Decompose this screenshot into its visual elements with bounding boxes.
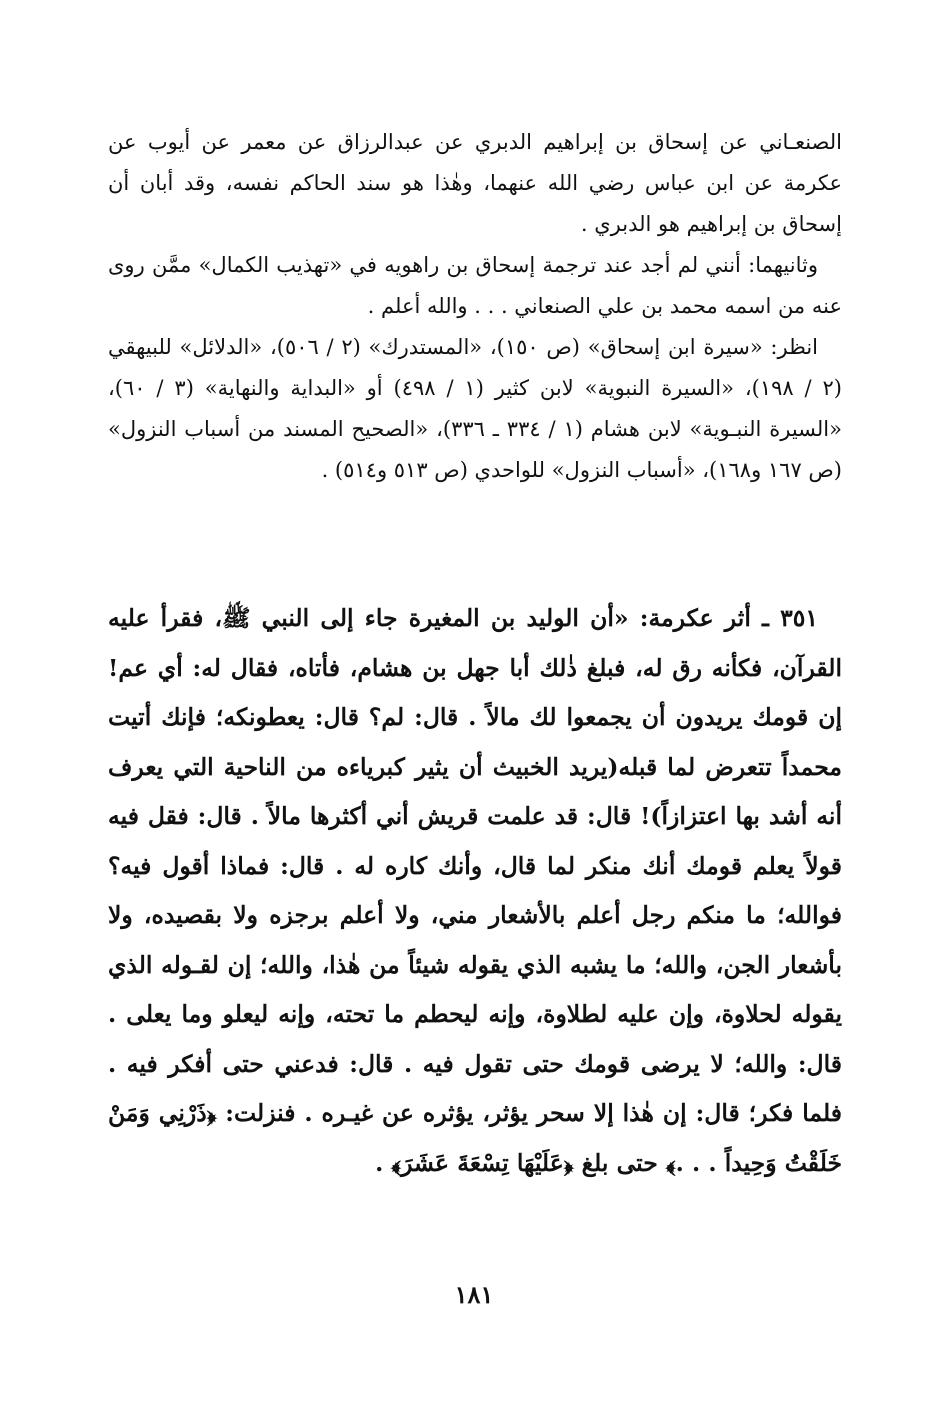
narration-351-text: ٣٥١ ـ أثر عكرمة: «أن الوليد بن المغيرة جاء إلى النبي ﷺ، فقرأ عليه القرآن، فكأنه رق له، فبلغ ذٰلك أبا جهل بن هشام، فأتاه، فقال له: أي عم! إن قومك يريدون أن يجمعوا لك مالاً . قال: لم؟ قال: يعطونكه؛ فإنك أتيت محمداً تتعرض لما قبله(يريد الخبيث أن يثير كبرياءه من الناحية التي يعرف أنه أشد بها اعتزازاً)! قال: قد علمت قريش أني أكثرها مالاً . قال: فقل فيه قولاً يعلم قومك أنك منكر لما قال، وأنك كاره له . قال: فماذا أقول فيه؟ فوالله؛ ما منكم رجل أعلم بالأشعار مني، ولا أعلم برجزه ولا بقصيده، ولا بأشعار الجن، والله؛ ما يشبه الذي يقوله شيئاً من هٰذا، والله؛ إن لقـوله الذي يقوله لحلاوة، وإن عليه لطلاوة، وإنه ليحطم ما تحته، وإنه ليعلو وما يعلى . قال: والله؛ لا يرضى قومك حتى تقول فيه . قال: فدعني حتى أفكر فيه . فلما فكر؛ قال: إن هٰذا إلا سحر يؤثر، يؤثره عن غيـره . فنزلت: ﴿ذَرْنِي وَمَنْ خَلَقْتُ وَحِيداً . . .﴾ حتى بلغ ﴿عَلَيْهَا تِسْعَةَ عَشَرَ﴾ . [108, 604, 842, 1177]
footnote-paragraph-second-reason: وثانيهما: أنني لم أجد عند ترجمة إسحاق بن راهويه في «تهذيب الكمال» ممَّن روى عنه من اسمه محمد بن علي الصنعاني . . . والله أعلم . [108, 253, 842, 318]
page-number: ١٨١ [454, 1280, 494, 1309]
footnote-section [108, 122, 842, 491]
footnote-paragraph-continuation: الصنعـاني عن إسحاق بن إبراهيم الدبري عن عبدالرزاق عن معمر عن أيوب عن عكرمة عن ابن عباس رضي الله عنهما، وهٰذا هو سند الحاكم نفسه، وقد أبان أن إسحاق بن إبراهيم هو الدبري . [108, 130, 842, 236]
footnote-paragraph-references: انظر: «سيرة ابن إسحاق» (ص ١٥٠)، «المستدرك» (٢ / ٥٠٦)، «الدلائل» للبيهقي (٢ / ١٩٨)، «السيرة النبوية» لابن كثير (١ / ٤٩٨) أو «البداية والنهاية» (٣ / ٦٠)، «السيرة النبـوية» لابن هشام (١ / ٣٣٤ ـ ٣٣٦)، «الصحيح المسند من أسباب النزول» (ص ١٦٧ و١٦٨)، «أسباب النزول» للواحدي (ص ٥١٣ و٥١٤) . [108, 335, 842, 482]
narration-section [108, 594, 842, 1188]
